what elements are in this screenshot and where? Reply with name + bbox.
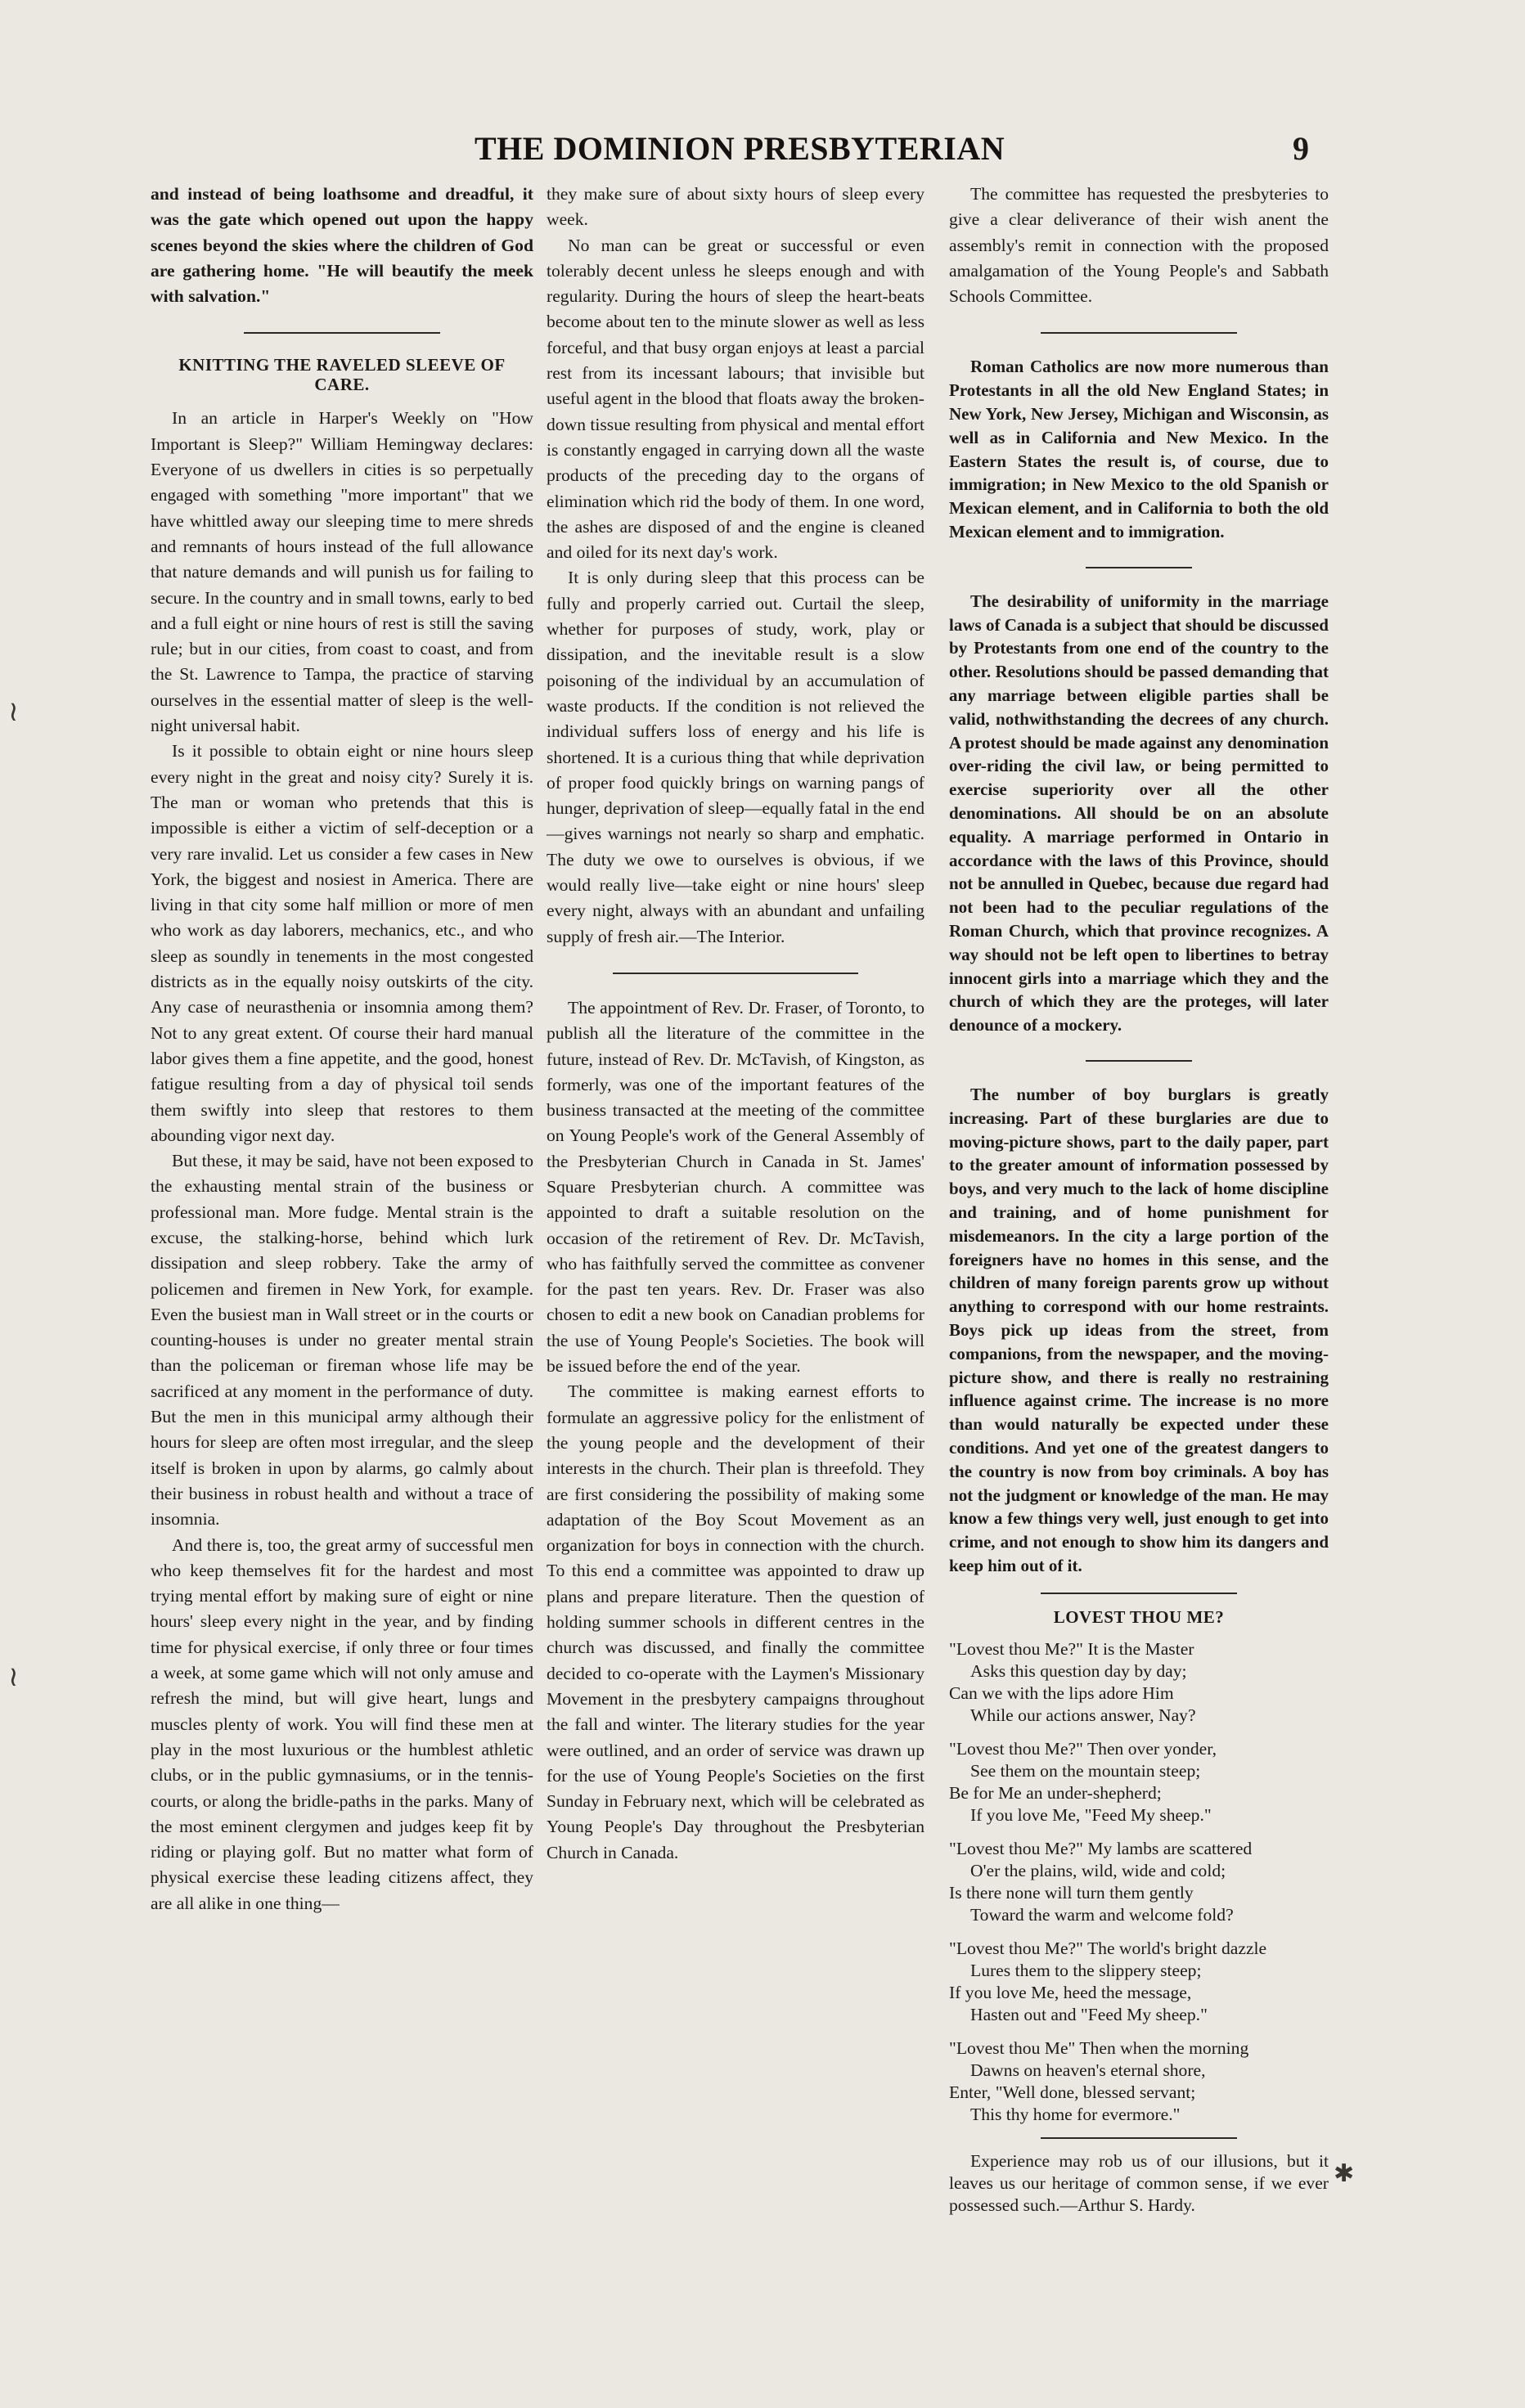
divider: [244, 332, 440, 334]
poem-line: "Lovest thou Me?" The world's bright dazzle: [949, 1938, 1267, 1958]
column-middle: [547, 182, 924, 1866]
divider: [1086, 1060, 1192, 1062]
column-right: [949, 182, 1329, 2217]
column-left: [151, 182, 533, 1916]
poem-line: See them on the mountain steep;: [970, 1760, 1201, 1781]
margin-mark-icon: ≀: [8, 1660, 19, 1693]
poem-line: If you love Me, heed the message,: [949, 1982, 1192, 2002]
poem-line: Asks this question day by day;: [970, 1660, 1187, 1681]
poem: [949, 1638, 1329, 2126]
poem-line: If you love Me, "Feed My sheep.": [970, 1804, 1212, 1825]
poem-stanza: [949, 1638, 1329, 1727]
poem-line: Hasten out and "Feed My sheep.": [970, 2004, 1208, 2024]
poem-line: Is there none will turn them gently: [949, 1882, 1194, 1903]
divider: [1041, 1593, 1237, 1594]
article-paragraph: It is only during sleep that this process can be fully and properly carried out. Curtail the sleep, whether for purposes of study, work, play or dissipation, and the inevitable result is a slow poisoning of the individual by an accumulation of waste products. If the condition is not relieved the individual suffers loss of energy and his life is shortened. It is a curious thing that while deprivation of proper food quickly brings on warning pangs of hunger, deprivation of sleep—equally fatal in the end—gives warnings not nearly so sharp and emphatic. The duty we owe to ourselves is obvious, if we would really live—take eight or nine hours' sleep every night, always with an abundant and unfailing supply of fresh air.—The Interior.: [547, 568, 924, 946]
divider: [1086, 567, 1192, 568]
poem-line: "Lovest thou Me?" It is the Master: [949, 1638, 1194, 1659]
masthead-title: THE DOMINION PRESBYTERIAN: [475, 130, 1005, 167]
poem-stanza: [949, 2037, 1329, 2126]
article-heading: KNITTING THE RAVELED SLEEVE OF CARE.: [178, 355, 506, 395]
poem-line: "Lovest thou Me?" Then over yonder,: [949, 1738, 1217, 1759]
quote-paragraph: Experience may rob us of our illusions, but it leaves us our heritage of common sense, if we ever possessed such.—Arthur S. Hardy.: [949, 2150, 1329, 2215]
poem-line: Enter, "Well done, blessed servant;: [949, 2082, 1196, 2102]
poem-stanza: [949, 1738, 1329, 1826]
divider: [1041, 332, 1237, 334]
poem-title: LOVEST THOU ME?: [1053, 1606, 1225, 1627]
margin-arrow-icon: ✱: [1334, 2159, 1355, 2188]
poem-line: Toward the warm and welcome fold?: [970, 1904, 1234, 1925]
article-paragraph: The committee is making earnest efforts to formulate an aggressive policy for the enlistment of the young people and the development of their interests in the church. Their plan is threefold. They are first considering the possibility of making some adaptation of the Boy Scout Movement as an organization for boys in connection with the church. To this end a committee was appointed to draw up plans and prepare literature. Then the question of holding summer schools in different centres in the church was discussed, and finally the committee decided to co-operate with the Laymen's Missionary Movement in the presbytery campaigns throughout the fall and winter. The literary studies for the year were outlined, and an order of service was drawn up for the use of Young People's Societies on the first Sunday in February next, which will be celebrated as Young People's Day throughout the Presbyterian Church in Canada.: [547, 1381, 924, 1862]
margin-mark-icon: ≀: [8, 695, 19, 728]
poem-line: O'er the plains, wild, wide and cold;: [970, 1860, 1226, 1880]
poem-line: Lures them to the slippery steep;: [970, 1960, 1202, 1980]
article-paragraph: The desirability of uniformity in the marriage laws of Canada is a subject that should be discussed by Protestants from one end of the country to the other. Resolutions should be passed demanding that any marriage between eligible parties shall be valid, nothwithstanding the decrees of any church. A protest should be made against any denomination over-riding the civil law, or being permitted to exercise superiority over all the other denominations. All should be on an absolute equality. A marriage performed in Ontario in accordance with the laws of this Province, should not be annulled in Quebec, because due regard had not been had to the peculiar regulations of the Roman Church, which that province recognizes. A way should not be left open to libertines to betray innocent girls into a marriage which they and the church of which they are the proteges, will later denounce of a mockery.: [949, 591, 1329, 1036]
article-paragraph: Is it possible to obtain eight or nine hours sleep every night in the great and noisy city? Surely it is. The man or woman who pretends that this is impossible is either a victim of self-deception or a very rare invalid. Let us consider a few cases in New York, the biggest and nosiest in America. There are living in that city some half million or more of men who work as day laborers, mechanics, etc., and who sleep as soundly in tenements in the most congested districts as in the equally noisy outskirts of the city. Any case of neurasthenia or insomnia among them? Not to any great extent. Of course their hard manual labor gives them a fine appetite, and the good, honest fatigue resulting from a day of physical toil sends them swiftly into sleep that restores to them abounding vigor next day.: [151, 741, 533, 1145]
article-paragraph: The appointment of Rev. Dr. Fraser, of Toronto, to publish all the literature of the committee in the future, instead of Rev. Dr. McTavish, of Kingston, as formerly, was one of the important features of the business transacted at the meeting of the committee on Young People's work of the General Assembly of the Presbyterian Church in Canada in St. James' Square Presbyterian church. A committee was appointed to draft a suitable resolution on the occasion of the retirement of Rev. Dr. McTavish, who has faithfully served the committee as convener for the past ten years. Rev. Dr. Fraser was also chosen to edit a new book on Canadian problems for the use of Young People's Societies. The book will be issued before the end of the year.: [547, 997, 924, 1377]
poem-line: Dawns on heaven's eternal shore,: [970, 2060, 1206, 2080]
poem-line: "Lovest thou Me?" My lambs are scattered: [949, 1838, 1253, 1858]
article-paragraph: And there is, too, the great army of successful men who keep themselves fit for the hardest and most trying mental effort by making sure of eight or nine hours' sleep every night in the year, and by finding time for physical exercise, if only three or four times a week, at some game which will not only amuse and refresh the mind, but will give heart, lungs and muscles plenty of work. You will find these men at play in the most luxurious or the humblest athletic clubs, or in the public gymnasiums, or in the tennis-courts, or along the bridle-paths in the parks. Many of the most eminent clergymen and judges keep fit by riding or playing golf. But no matter what form of physical exercise these leading citizens affect, they are all alike in one thing—: [151, 1534, 533, 1913]
article-paragraph: The number of boy burglars is greatly increasing. Part of these burglaries are due to moving-picture shows, part to the daily paper, part to the greater amount of information possessed by boys, and very much to the lack of home discipline and training, and of home punishment for misdemeanors. In the city a large portion of the foreigners have no homes in this sense, and the children of many foreign parents grow up without anything to correspond with our home restraints. Boys pick up ideas from the street, from companions, from the newspaper, and the moving-picture show, and there is really no restraining influence against crime. The increase is no more than would naturally be expected under these conditions. And yet one of the greatest dangers to the country is now from boy criminals. A boy has not the judgment or knowledge of the man. He may know a few things very well, just enough to get into crime, and not enough to show him its dangers and keep him out of it.: [949, 1085, 1329, 1575]
poem-line: Be for Me an under-shepherd;: [949, 1782, 1162, 1803]
article-paragraph: But these, it may be said, have not been exposed to the exhausting mental strain of the business or professional man. More fudge. Mental strain is the excuse, the stalking-horse, behind which lurk dissipation and sleep robbery. Take the army of policemen and firemen in New York, for example. Even the busiest man in Wall street or in the courts or counting-houses is under no greater mental strain than the policeman or fireman whose life may be sacrificed at any moment in the performance of duty. But the men in this municipal army although their hours for sleep are often most irregular, and the sleep itself is broken in upon by alarms, go calmly about their business in robust health and without a trace of insomnia.: [151, 1151, 533, 1530]
article-paragraph: Roman Catholics are now more numerous than Protestants in all the old New England States; in New York, New Jersey, Michigan and Wisconsin, as well as in California and New Mexico. In the Eastern States the result is, of course, due to immigration; in New Mexico to the old Spanish or Mexican element, and in California to both the old Mexican element and to immigration.: [949, 357, 1329, 542]
poem-line: This thy home for evermore.": [970, 2104, 1181, 2124]
page-number: 9: [1293, 130, 1309, 167]
article-paragraph: The committee has requested the presbyteries to give a clear deliverance of their wish anent the assembly's remit in connection with the proposed amalgamation of the Young People's and Sabbath Schools Committee.: [949, 184, 1329, 307]
article-paragraph: In an article in Harper's Weekly on "How Important is Sleep?" William Hemingway declares: Everyone of us dwellers in cities is so perpetually engaged with something "more important" that we have whittled away our sleeping time to mere shreds and remnants of hours instead of the full allowance that nature demands and will punish us for failing to secure. In the country and in small towns, early to bed and a full eight or nine hours of rest is still the saving rule; but in our cities, from coast to coast, and from the St. Lawrence to Tampa, the practice of starving ourselves in the essential matter of sleep is the well-night universal habit.: [151, 408, 533, 736]
poem-line: Can we with the lips adore Him: [949, 1682, 1174, 1703]
poem-stanza: [949, 1838, 1329, 1926]
poem-line: "Lovest thou Me" Then when the morning: [949, 2037, 1249, 2058]
poem-stanza: [949, 1938, 1329, 2026]
divider: [613, 973, 858, 974]
article-paragraph: No man can be great or successful or even tolerably decent unless he sleeps enough and with regularity. During the hours of sleep the heart-beats become about ten to the minute slower as well as less forceful, and that busy organ enjoys at least a parcial rest from its incessant labours; that invisible but useful agent in the blood that floats away the broken-down tissue resulting from physical and mental effort is constantly engaged in carrying down all the waste products of the preceding day to the organs of elimination which rid the body of them. In one word, the ashes are disposed of and the engine is cleaned and oiled for its next day's work.: [547, 235, 924, 563]
article-paragraph: they make sure of about sixty hours of sleep every week.: [547, 184, 924, 230]
divider: [1041, 2137, 1237, 2139]
poem-line: While our actions answer, Nay?: [970, 1705, 1196, 1725]
article-continuation: and instead of being loathsome and dreadful, it was the gate which opened out upon the happy scenes beyond the skies where the children of God are gathering home. "He will beautify the meek with salvation.": [151, 184, 533, 307]
